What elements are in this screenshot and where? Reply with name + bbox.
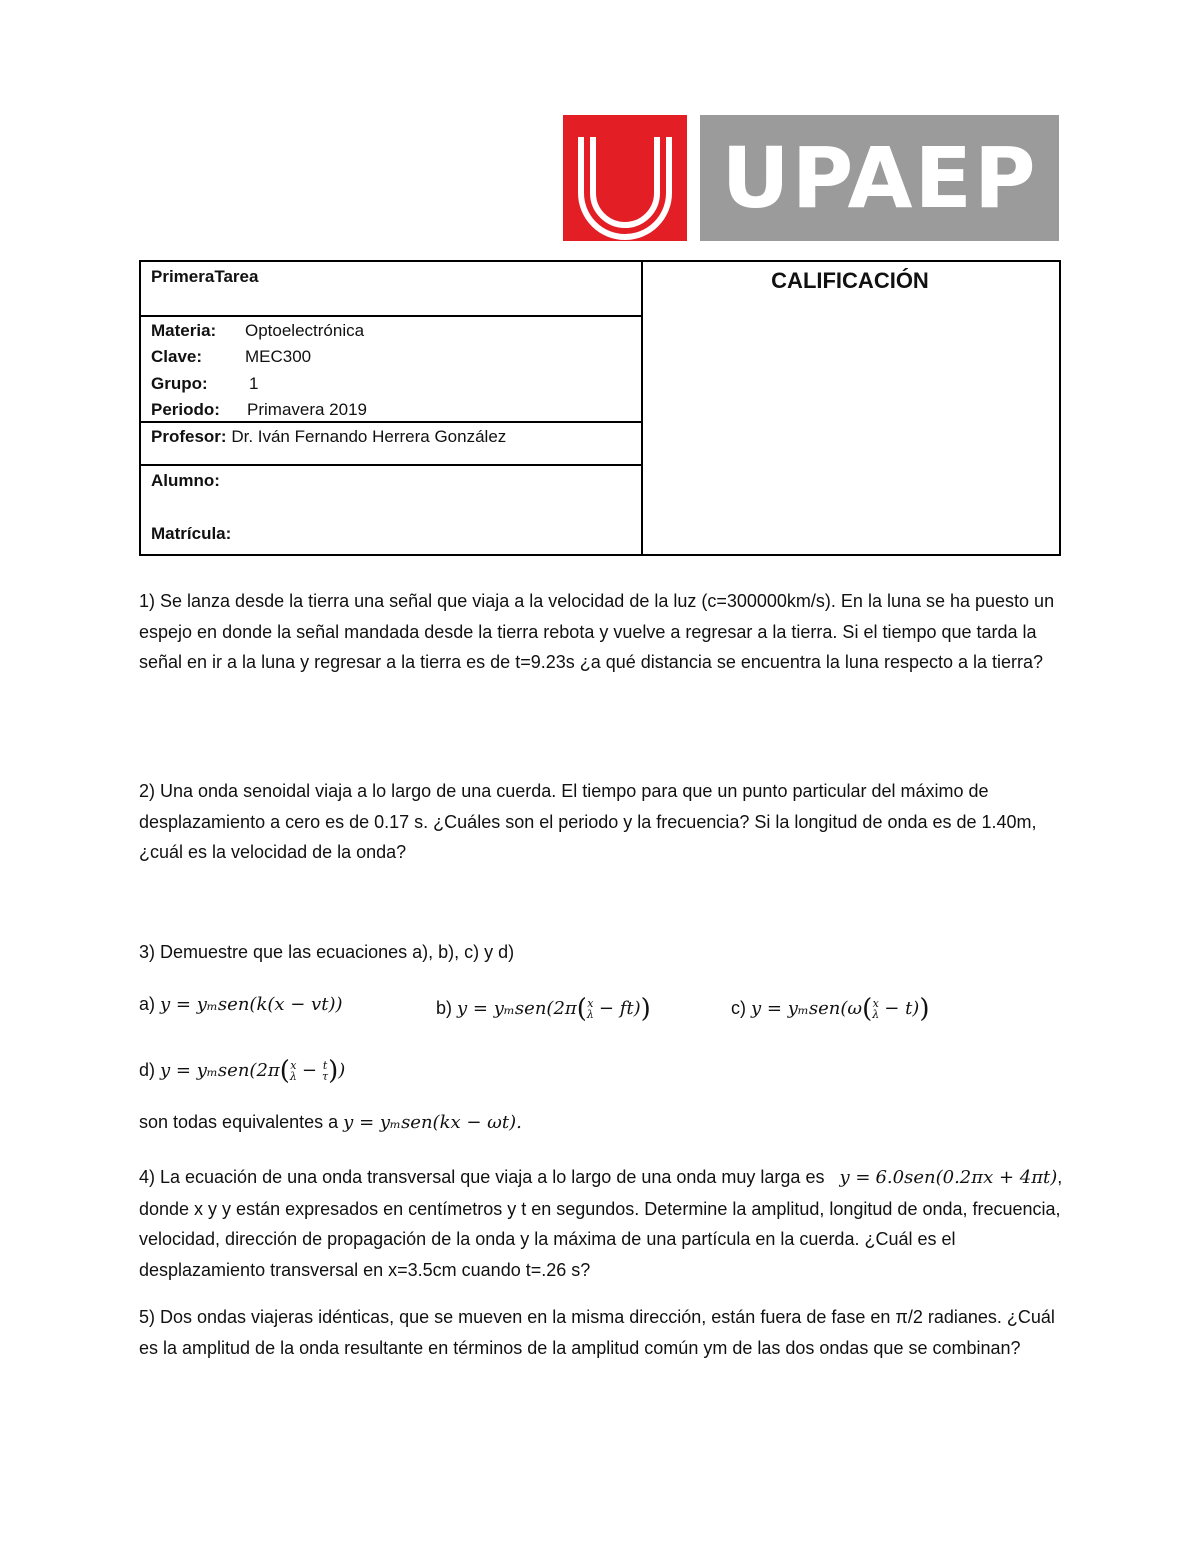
equation-d-minus: −	[301, 1059, 317, 1081]
materia-value: Optoelectrónica	[245, 321, 365, 340]
alumno-label: Alumno:	[151, 471, 220, 490]
question-4-eq-part2: 6.0sen(0.2πx + 4πt)	[875, 1167, 1058, 1188]
profesor-label: Profesor:	[151, 427, 227, 446]
question-4	[139, 1162, 1069, 1285]
periodo-value: Primavera 2019	[247, 400, 368, 419]
equation-c: c) y = yₘsen(ω( x λ − t))	[731, 994, 930, 1024]
course-cell	[141, 317, 641, 423]
logo-text: UPAEP	[721, 129, 1038, 227]
student-cell	[141, 466, 641, 554]
materia-label: Materia:	[151, 321, 217, 340]
professor-cell	[141, 423, 641, 466]
logo-u-mark	[563, 115, 687, 241]
title-cell	[141, 262, 641, 317]
fraction-x-lambda: x λ	[289, 1059, 297, 1083]
info-table	[139, 260, 1061, 556]
question-3-intro: 3) Demuestre que las ecuaciones a), b), c) y d)	[139, 942, 515, 962]
question-4-eq-part1: y =	[839, 1167, 871, 1188]
question-4-body: , donde x y y están expresados en centímetros y t en segundos. Determine la amplitud, longitud de onda, frecuencia, velocidad, dirección de propagación de la onda y la máxima de una partícula en la cuerda. ¿Cuál es el desplazamiento transversal en x=3.5cm cuando t=.26 s?	[139, 1167, 1063, 1280]
grupo-value: 1	[249, 374, 259, 393]
question-5: 5) Dos ondas viajeras idénticas, que se mueven en la misma dirección, están fuera de fase en π/2 radianes. ¿Cuál es la amplitud de la onda resultante en términos de la amplitud común ym de las dos ondas que se combinan?	[139, 1307, 1055, 1358]
equation-a	[139, 994, 343, 1015]
equation-d-label: d)	[139, 1059, 156, 1080]
clave-value: MEC300	[245, 347, 312, 366]
upaep-logo	[563, 115, 1059, 241]
equivalence-line	[139, 1112, 522, 1133]
equation-b-post: − ft)	[598, 997, 641, 1019]
fraction-t-tau: t τ	[322, 1059, 329, 1083]
matricula-label: Matrícula:	[151, 524, 232, 543]
equation-d-pre: y = yₘsen(2π	[160, 1059, 280, 1081]
question-2: 2) Una onda senoidal viaja a lo largo de una cuerda. El tiempo para que un punto particular del máximo de desplazamiento a cero es de 0.17 s. ¿Cuáles son el periodo y la frecuencia? Si la longitud de onda es de 1.40m, ¿cuál es la velocidad de la onda?	[139, 781, 1037, 862]
equivalence-text: son todas equivalentes a	[139, 1112, 339, 1132]
assignment-title: PrimeraTarea	[151, 267, 259, 286]
equation-d: d) y = yₘsen(2π( x λ − t τ ))	[139, 1056, 346, 1086]
equation-c-pre: y = yₘsen(ω	[751, 997, 863, 1019]
equation-d-post: )	[338, 1059, 346, 1081]
info-left-column	[141, 262, 643, 554]
equation-c-post: − t)	[884, 997, 920, 1019]
equivalence-equation: y = yₘsen(kx − ωt).	[343, 1112, 522, 1133]
fraction-x-lambda: x λ	[872, 997, 880, 1021]
logo-wordmark	[700, 115, 1059, 241]
profesor-value: Dr. Iván Fernando Herrera González	[231, 427, 507, 446]
equation-a-label: a)	[139, 994, 156, 1014]
fraction-x-lambda: x λ	[586, 997, 594, 1021]
equation-c-label: c)	[731, 997, 746, 1018]
equation-b-pre: y = yₘsen(2π	[457, 997, 577, 1019]
question-1: 1) Se lanza desde la tierra una señal que viaja a la velocidad de la luz (c=300000km/s). En la luna se ha puesto un espejo en donde la señal mandada desde la tierra rebota y vuelve a regresar a la tierra. Si el tiempo que tarda la señal en ir a la luna y regresar a la tierra es de t=9.23s ¿a qué distancia se encuentra la luna respecto a la tierra?	[139, 591, 1055, 672]
periodo-label: Periodo:	[151, 400, 220, 419]
clave-label: Clave:	[151, 347, 203, 366]
question-4-intro: 4) La ecuación de una onda transversal que viaja a lo largo de una onda muy larga es	[139, 1167, 825, 1187]
grupo-label: Grupo:	[151, 374, 208, 393]
calificacion-heading: CALIFICACIÓN	[771, 268, 929, 293]
equation-a-body: y = yₘsen(k(x − vt))	[160, 994, 343, 1015]
equation-b: b) y = yₘsen(2π( x λ − ft))	[436, 994, 651, 1024]
equation-b-label: b)	[436, 997, 453, 1018]
